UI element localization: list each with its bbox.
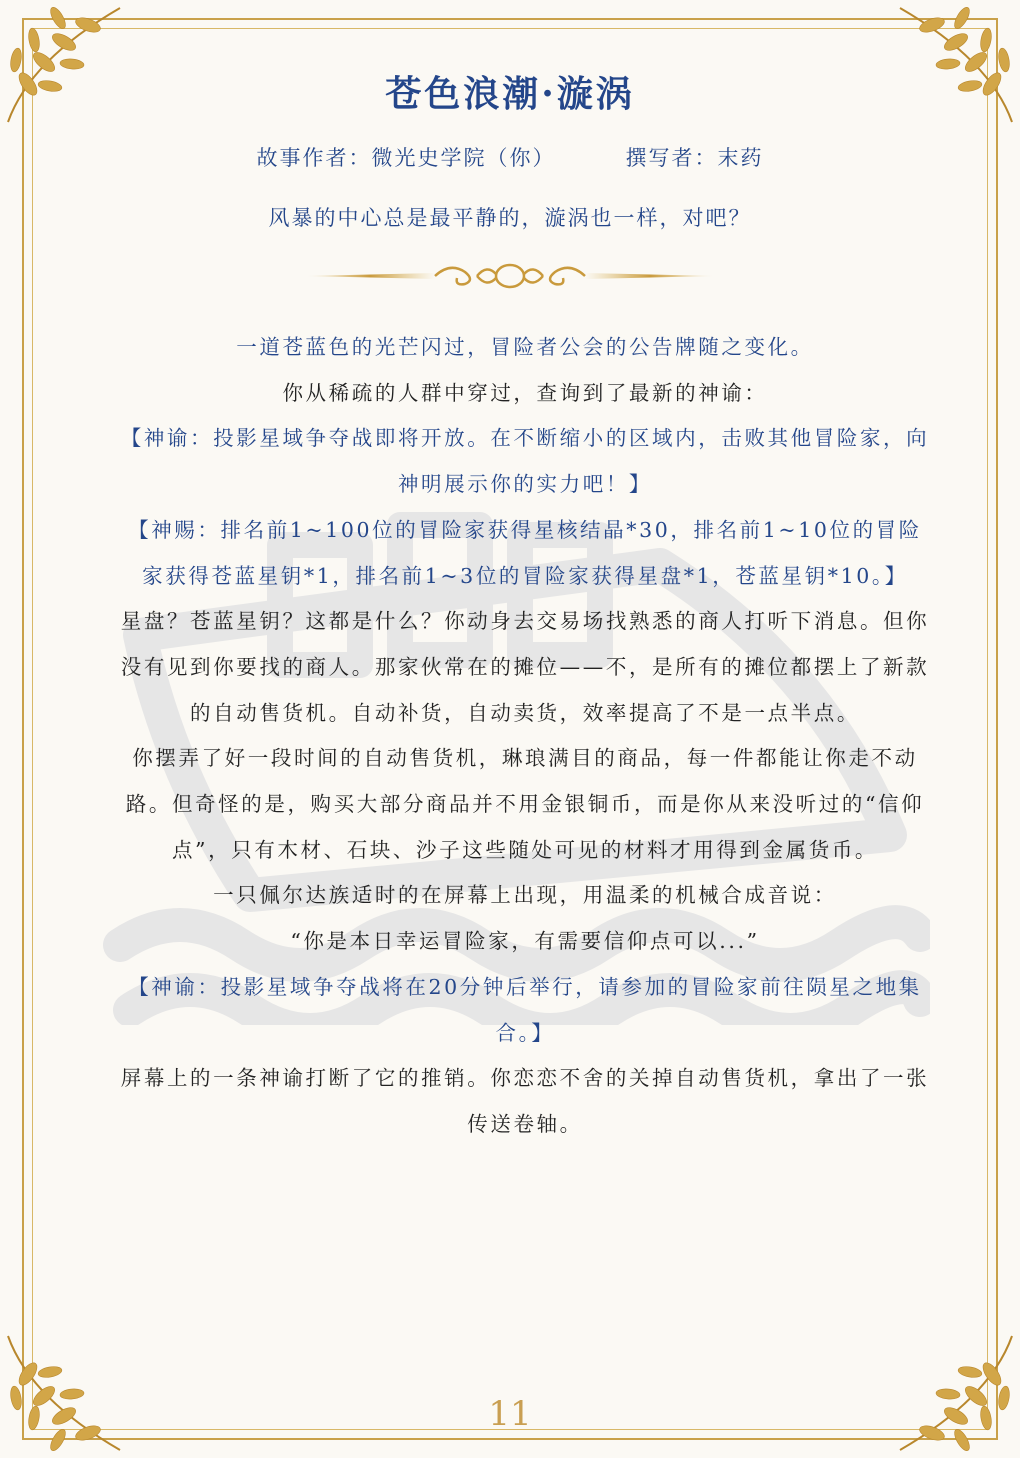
writer-label: 撰写者： [625, 146, 718, 170]
paragraph: 星盘？苍蓝星钥？这都是什么？你动身去交易场找熟悉的商人打听下消息。但你没有见到你要找的商人。那家伙常在的摊位——不，是所有的摊位都摆上了新款的自动售货机。自动补货，自动卖货，效率提高了不是一点半点。 [120, 609, 930, 725]
paragraph: 你摆弄了好一段时间的自动售货机，琳琅满目的商品，每一件都能让你走不动路。但奇怪的是，购买大部分商品并不用金银铜币，而是你从来没听过的“信仰点”，只有木材、石块、沙子这些随处可见的材料才用得到金属货币。 [125, 746, 925, 862]
paragraph: “你是本日幸运冒险家，有需要信仰点可以...” [290, 929, 760, 954]
laurel-corner-icon [890, 1328, 1020, 1458]
author-label: 故事作者： [256, 146, 372, 170]
oracle-paragraph: 【神赐：排名前1~100位的冒险家获得星核结晶*30，排名前1~10位的冒险家获得苍蓝星钥*1，排名前1~3位的冒险家获得星盘*1，苍蓝星钥*10。】 [128, 517, 922, 588]
paragraph: 屏幕上的一条神谕打断了它的推销。你恋恋不舍的关掉自动售货机，拿出了一张传送卷轴。 [120, 1066, 930, 1136]
byline [0, 142, 1020, 172]
tagline: 风暴的中心总是最平静的，漩涡也一样，对吧？ [268, 206, 752, 230]
oracle-paragraph: 【神谕：投影星域争夺战将在20分钟后举行，请参加的冒险家前往陨星之地集合。】 [128, 974, 922, 1045]
page-title: 苍色浪潮·漩涡 [385, 73, 635, 115]
oracle-paragraph: 【神谕：投影星域争夺战即将开放。在不断缩小的区域内，击败其他冒险家，向神明展示你的实力吧！】 [120, 426, 930, 497]
laurel-corner-icon [0, 1328, 130, 1458]
ornamental-divider-icon [305, 258, 715, 294]
story-body [120, 325, 930, 1148]
paragraph: 一只佩尔达族适时的在屏幕上出现，用温柔的机械合成音说： [213, 883, 837, 908]
author-name: 微光史学院（你） [371, 146, 556, 170]
paragraph: 你从稀疏的人群中穿过，查询到了最新的神谕： [282, 380, 768, 405]
paragraph: 一道苍蓝色的光芒闪过，冒险者公会的公告牌随之变化。 [236, 335, 814, 359]
writer-name: 末药 [717, 146, 764, 170]
page-number: 11 [488, 1394, 532, 1434]
